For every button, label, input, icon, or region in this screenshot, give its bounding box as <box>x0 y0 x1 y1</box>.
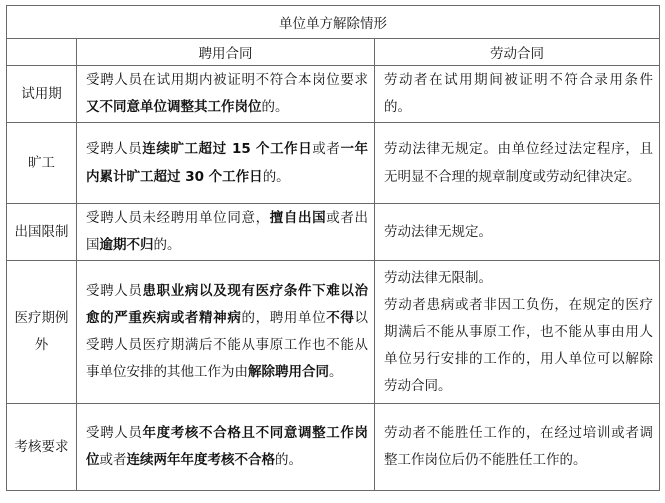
header-labor: 劳动合同 <box>375 39 660 66</box>
row-category: 医疗期例外 <box>7 261 77 404</box>
bold-text: 擅自出国 <box>269 210 327 226</box>
text-segment: 受聘人员未经聘用单位同意， <box>86 210 270 226</box>
text-segment: 劳动法律无限制。 <box>384 269 492 286</box>
table-title: 单位单方解除情形 <box>7 6 660 39</box>
employ-cell <box>77 261 375 404</box>
text-segment: 劳动法律无规定。 <box>384 223 492 240</box>
bold-text: 连续两年年度考核不合格 <box>126 452 275 468</box>
employ-cell <box>77 204 375 261</box>
text-segment: 的。 <box>262 169 290 185</box>
text-segment: 受聘人员 <box>86 283 143 299</box>
termination-table <box>6 5 660 491</box>
bold-text: 患职业病以及现有医疗条件下难以治愈的严重疾病或者精神病 <box>86 283 369 326</box>
paragraph <box>384 265 653 292</box>
labor-cell <box>375 66 660 123</box>
row-category: 试用期 <box>7 66 77 123</box>
labor-cell <box>375 404 660 491</box>
text-segment: 劳动者患病或者非因工负伤，在规定的医疗期满后不能从事原工作，也不能从事由用人单位另行安排的工作的，用人单位可以解除劳动合同。 <box>384 296 654 394</box>
text-segment: 劳动者不能胜任工作的，在经过培训或者调整工作岗位后仍不能胜任工作的。 <box>384 425 654 468</box>
header-employ: 聘用合同 <box>77 39 375 66</box>
text-segment: 的，聘用单位 <box>241 310 327 326</box>
paragraph <box>384 292 653 400</box>
text-segment: 的。 <box>153 237 181 253</box>
row-category: 出国限制 <box>7 204 77 261</box>
labor-cell <box>375 261 660 404</box>
text-segment: 受聘人员在试用期内被证明不符合本岗位要求 <box>86 72 368 88</box>
labor-cell <box>375 123 660 204</box>
table-row <box>7 66 660 123</box>
table-row <box>7 404 660 491</box>
bold-text: 一年内累计旷工超过 30 个工作日 <box>86 141 369 185</box>
corner-cell <box>7 39 77 66</box>
text-segment: 受聘人员 <box>86 425 143 441</box>
text-segment: 劳动法律无规定。由单位经过法定程序，且无明显不合理的规章制度或劳动纪律决定。 <box>384 141 654 185</box>
text-segment: 或者 <box>99 452 127 468</box>
row-category: 旷工 <box>7 123 77 204</box>
text-segment: 或者 <box>312 141 341 157</box>
text-segment: 受聘人员 <box>86 141 143 157</box>
text-segment: 劳动者在试用期间被证明不符合录用条件的。 <box>384 72 654 115</box>
employ-cell <box>77 66 375 123</box>
text-segment: 的。 <box>261 99 289 115</box>
text-segment: 以受聘人员医疗期满后不能从事原工作也不能从事单位安排的其他工作为由 <box>86 310 369 380</box>
bold-text: 逾期不归 <box>99 237 154 253</box>
table-row <box>7 261 660 404</box>
employ-cell <box>77 123 375 204</box>
bold-text: 年度考核不合格且不同意调整工作岗位 <box>86 425 369 468</box>
text-segment: 。 <box>329 364 343 380</box>
bold-text: 连续旷工超过 15 个工作日 <box>142 141 313 157</box>
bold-text: 解除聘用合同 <box>248 364 329 380</box>
table-row <box>7 204 660 261</box>
text-segment: 或者出国 <box>86 210 369 253</box>
bold-text: 又不同意单位调整其工作岗位 <box>86 99 262 115</box>
bold-text: 不得 <box>326 310 355 326</box>
text-segment: 的。 <box>275 452 302 468</box>
row-category: 考核要求 <box>7 404 77 491</box>
table-row <box>7 123 660 204</box>
labor-cell <box>375 204 660 261</box>
employ-cell <box>77 404 375 491</box>
